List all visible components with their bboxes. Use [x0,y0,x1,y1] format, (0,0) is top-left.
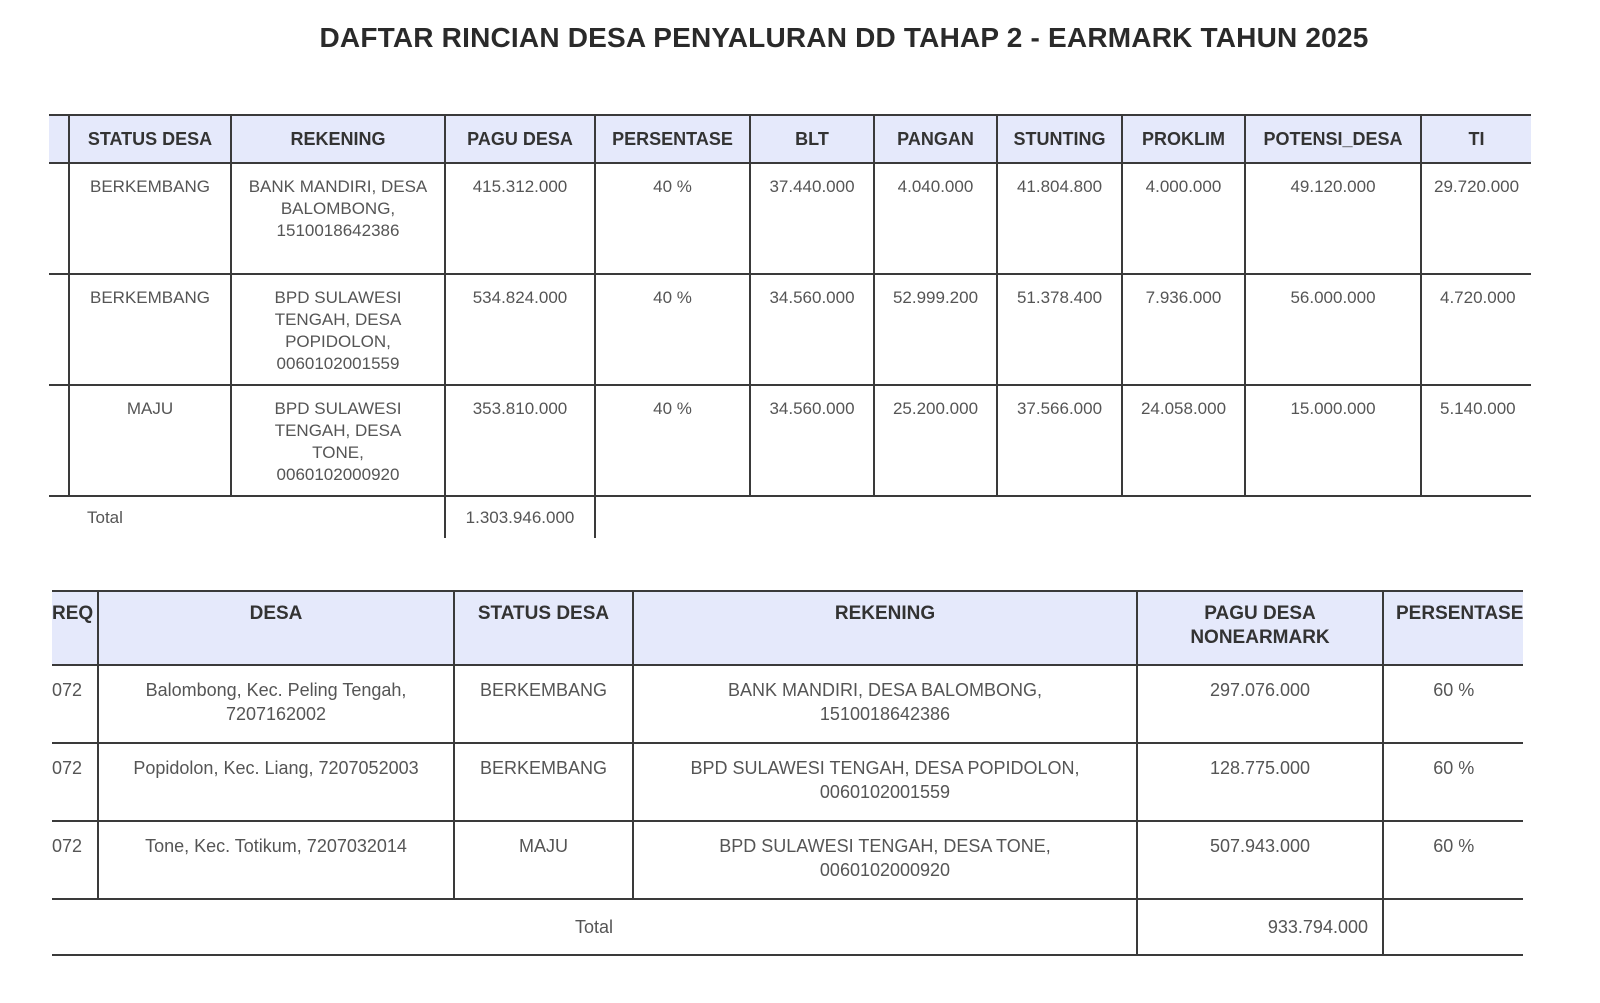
header-pagu-desa-nonearmark: PAGU DESA NONEARMARK [1137,591,1383,665]
rekening-cell: BPD SULAWESI TENGAH, DESA TONE, 0060102000920 [231,385,445,496]
stunting-cell: 41.804.800 [997,163,1122,274]
stunting-cell: 37.566.000 [997,385,1122,496]
pagu-desa-cell: 415.312.000 [445,163,595,274]
table-row [49,385,1531,496]
potensi-desa-cell: 49.120.000 [1245,163,1421,274]
table-row [49,274,1531,385]
header-proklim: PROKLIM [1122,115,1245,163]
cut-cell [49,274,69,385]
status-desa-cell: MAJU [454,821,633,899]
pangan-cell: 25.200.000 [874,385,997,496]
header-req [52,591,98,665]
total-row [52,899,1523,955]
nonearmark-header-row [52,591,1523,665]
header-blt: BLT [750,115,874,163]
ti-value: 29.720.000 [1434,177,1520,196]
header-status-desa: STATUS DESA [69,115,231,163]
header-pagu-desa: PAGU DESA [445,115,595,163]
total-pagu-desa: 1.303.946.000 [445,496,595,538]
total-empty-cell [1383,899,1523,955]
persentase-cell: 40 % [595,163,750,274]
pangan-cell: 52.999.200 [874,274,997,385]
table-row [52,821,1523,899]
header-pangan: PANGAN [874,115,997,163]
ti-cell [1421,163,1531,274]
total-row [49,496,1531,538]
pagu-desa-cell: 534.824.000 [445,274,595,385]
status-desa-cell: BERKEMBANG [454,665,633,743]
proklim-cell: 24.058.000 [1122,385,1245,496]
status-desa-cell: BERKEMBANG [69,274,231,385]
ti-value: 4.720.000 [1440,288,1516,307]
table-row [52,665,1523,743]
earmark-table [49,114,1531,538]
proklim-cell: 4.000.000 [1122,163,1245,274]
blt-cell: 34.560.000 [750,274,874,385]
header-potensi-desa: POTENSI_DESA [1245,115,1421,163]
header-ti: TI [1421,115,1531,163]
desa-cell: Balombong, Kec. Peling Tengah, 7207162002 [98,665,454,743]
pagu-nonearmark-cell: 128.775.000 [1137,743,1383,821]
table-row [52,743,1523,821]
ti-cell [1421,385,1531,496]
total-pagu-nonearmark: 933.794.000 [1137,899,1383,955]
total-empty-cell [595,496,1531,538]
pagu-desa-cell: 353.810.000 [445,385,595,496]
rekening-cell: BPD SULAWESI TENGAH, DESA TONE, 0060102000920 [633,821,1137,899]
desa-cell: Popidolon, Kec. Liang, 7207052003 [98,743,454,821]
table-row [49,163,1531,274]
blt-cell: 34.560.000 [750,385,874,496]
persentase-cell: 40 % [595,274,750,385]
req-cell: 072 [52,821,98,899]
header-persentase: PERSENTASE [595,115,750,163]
status-desa-cell: MAJU [69,385,231,496]
proklim-cell: 7.936.000 [1122,274,1245,385]
status-desa-cell: BERKEMBANG [69,163,231,274]
header-rekening: REKENING [633,591,1137,665]
persentase-cell: 40 % [595,385,750,496]
pagu-nonearmark-cell: 297.076.000 [1137,665,1383,743]
rekening-cell: BPD SULAWESI TENGAH, DESA POPIDOLON, 0060102001559 [633,743,1137,821]
persentase-cell: 60 % [1383,743,1523,821]
req-cell: 072 [52,743,98,821]
header-req-text: REQ [52,603,94,624]
rekening-cell: BANK MANDIRI, DESA BALOMBONG, 1510018642386 [633,665,1137,743]
header-desa: DESA [98,591,454,665]
ti-cell [1421,274,1531,385]
potensi-desa-cell: 56.000.000 [1245,274,1421,385]
header-stunting: STUNTING [997,115,1122,163]
nonearmark-table [52,590,1523,956]
ti-value: 5.140.000 [1440,399,1516,418]
header-cut-column [49,115,69,163]
desa-cell: Tone, Kec. Totikum, 7207032014 [98,821,454,899]
total-label: Total [52,899,1137,955]
pangan-cell: 4.040.000 [874,163,997,274]
earmark-header-row [49,115,1531,163]
header-status-desa: STATUS DESA [454,591,633,665]
cut-cell [49,385,69,496]
document-title: DAFTAR RINCIAN DESA PENYALURAN DD TAHAP 2 - EARMARK TAHUN 2025 [319,22,1369,53]
req-cell: 072 [52,665,98,743]
cut-cell [49,163,69,274]
stunting-cell: 51.378.400 [997,274,1122,385]
total-label: Total [49,496,445,538]
rekening-cell: BANK MANDIRI, DESA BALOMBONG, 1510018642386 [231,163,445,274]
rekening-cell: BPD SULAWESI TENGAH, DESA POPIDOLON, 0060102001559 [231,274,445,385]
status-desa-cell: BERKEMBANG [454,743,633,821]
blt-cell: 37.440.000 [750,163,874,274]
persentase-cell: 60 % [1383,665,1523,743]
header-persentase: PERSENTASE [1383,591,1523,665]
header-rekening: REKENING [231,115,445,163]
potensi-desa-cell: 15.000.000 [1245,385,1421,496]
pagu-nonearmark-cell: 507.943.000 [1137,821,1383,899]
persentase-cell: 60 % [1383,821,1523,899]
